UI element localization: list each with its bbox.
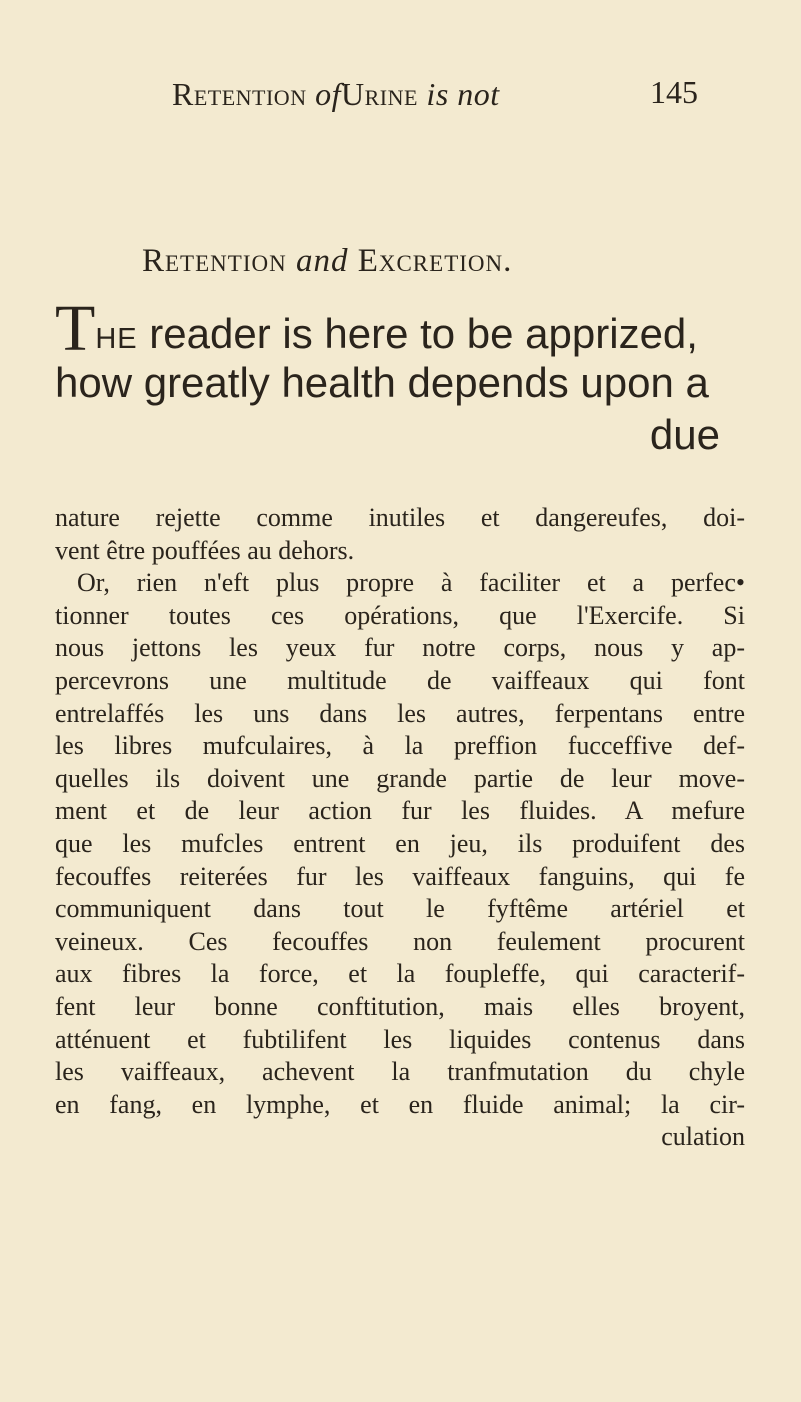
drop-cap: T	[55, 292, 96, 365]
running-head-retention: Retention	[172, 76, 307, 112]
french-line: tionner toutes ces opérations, que l'Exercife. Si	[55, 600, 745, 630]
french-line: que les mufcles entrent en jeu, ils produifent des	[55, 828, 745, 858]
french-line: Or, rien n'eft plus propre à faciliter et a perfec•	[77, 568, 745, 598]
english-line-1-smallcaps: he	[95, 310, 138, 357]
french-line: ment et de leur action fur les fluides. A mefure	[55, 796, 745, 826]
french-line: en fang, en lymphe, et en fluide animal; la cir-	[55, 1089, 745, 1119]
french-line: les libres mufculaires, à la preffion fucceffive def-	[55, 731, 745, 761]
french-line: fent leur bonne conftitution, mais elles broyent,	[55, 991, 745, 1021]
running-head-is-not: is not	[426, 76, 500, 112]
french-line: les vaiffeaux, achevent la tranfmutation du chyle	[55, 1057, 745, 1087]
section-title-and: and	[295, 243, 349, 279]
french-line: entrelaffés les uns dans les autres, ferpentans entre	[55, 698, 745, 728]
section-title-retention: Retention	[142, 243, 287, 279]
page-number: 145	[650, 74, 698, 110]
french-line: communiquent dans tout le fyftême artériel et	[55, 894, 745, 924]
english-line-1	[55, 292, 755, 365]
french-line: vent être pouffées au dehors.	[55, 535, 355, 565]
french-line: percevrons une multitude de vaiffeaux qui font	[55, 665, 745, 695]
running-head	[172, 76, 500, 113]
french-paragraph	[55, 502, 745, 1154]
french-line-catchword: culation	[661, 1122, 745, 1152]
french-line: veineux. Ces fecouffes non feulement procurent	[55, 926, 745, 956]
english-line-3: due	[649, 411, 720, 458]
section-title	[142, 243, 512, 280]
french-line: nous jettons les yeux fur notre corps, nous y ap-	[55, 633, 745, 663]
running-head-of: of	[315, 76, 341, 112]
english-line-1-rest: reader is here to be apprized,	[137, 310, 698, 357]
running-head-urine: Urine	[340, 76, 418, 112]
french-line: atténuent et fubtilifent les liquides contenus dans	[55, 1024, 745, 1054]
french-line: quelles ils doivent une grande partie de leur move-	[55, 763, 745, 793]
section-title-excretion: Excretion.	[357, 243, 513, 279]
french-line: nature rejette comme inutiles et dangereufes, doi-	[55, 503, 745, 532]
english-line-2: how greatly health depends upon a	[55, 359, 709, 406]
french-line: aux fibres la force, et la foupleffe, qui caracterif-	[55, 959, 745, 989]
french-line: fecouffes reiterées fur les vaiffeaux fanguins, qui fe	[55, 861, 745, 891]
